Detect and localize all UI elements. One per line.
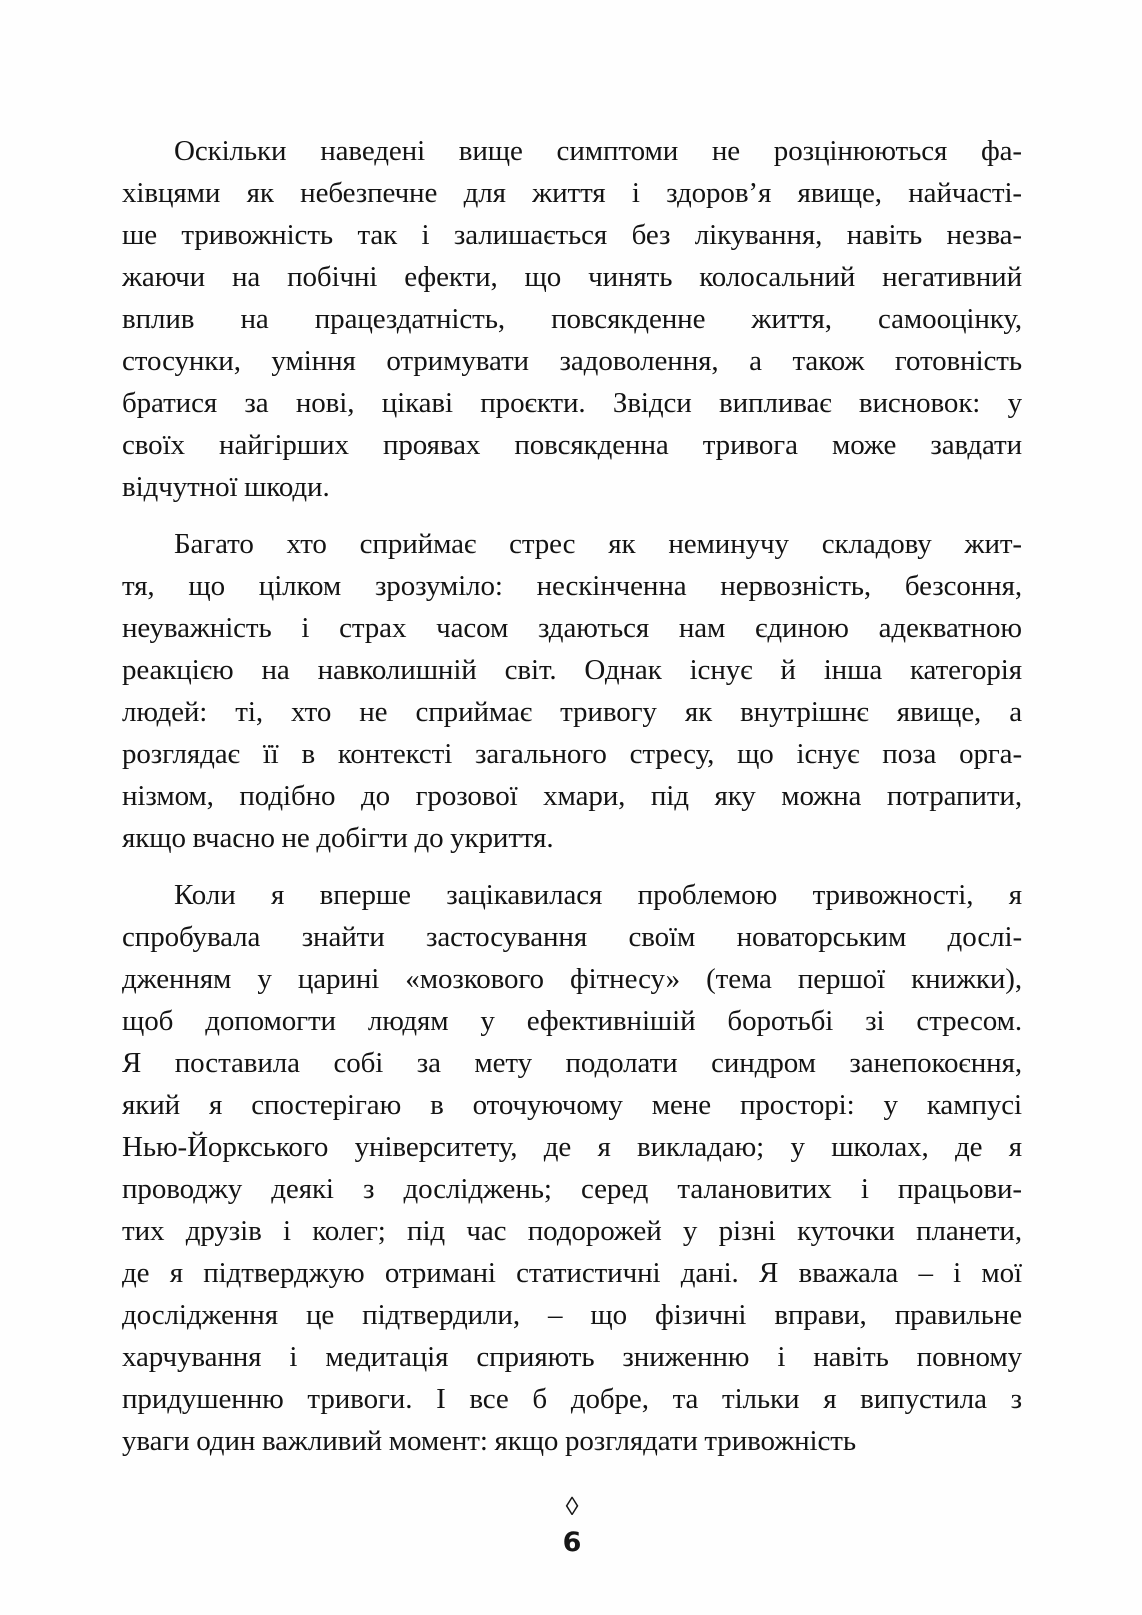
text-line: Коли я вперше зацікавилася проблемою тривожності, я [174, 879, 1022, 911]
lozenge-ornament: ◊ [565, 1492, 579, 1521]
text-line: проводжу деякі з досліджень; серед талановитих і працьови- [122, 1173, 1022, 1205]
text-line: уваги один важливий момент: якщо розглядати тривожність [122, 1425, 856, 1457]
paragraph [122, 130, 1022, 508]
text-line: Нью-Йоркського університету, де я викладаю; у школах, де я [122, 1131, 1022, 1163]
text-line: який я спостерігаю в оточуючому мене просторі: у кампусі [122, 1089, 1022, 1121]
text-line: придушенню тривоги. І все б добре, та тільки я випустила з [122, 1383, 1022, 1415]
text-line: Оскільки наведені вище симптоми не розцінюються фа- [174, 135, 1022, 167]
text-line: вплив на працездатність, повсякденне життя, самооцінку, [122, 303, 1022, 335]
text-line: людей: ті, хто не сприймає тривогу як внутрішнє явище, а [122, 696, 1022, 728]
paragraph [122, 523, 1022, 859]
text-line: ше тривожність так і залишається без лікування, навіть незва- [122, 219, 1022, 251]
text-line: де я підтверджую отримані статистичні дані. Я вважала – і мої [122, 1257, 1022, 1289]
text-line: своїх найгірших проявах повсякденна тривога може завдати [122, 429, 1022, 461]
text-line: харчування і медитація сприяють зниженню і навіть повному [122, 1341, 1022, 1373]
text-line: братися за нові, цікаві проєкти. Звідси випливає висновок: у [122, 387, 1022, 419]
text-line: тя, що цілком зрозуміло: нескінченна нервозність, безсоння, [122, 570, 1022, 602]
page-number: 6 [562, 1527, 582, 1558]
text-line: жаючи на побічні ефекти, що чинять колосальний негативний [122, 261, 1022, 293]
text-line: розглядає її в контексті загального стресу, що існує поза орга- [122, 738, 1022, 770]
text-line: нізмом, подібно до грозової хмари, під яку можна потрапити, [122, 780, 1022, 812]
text-line: щоб допомогти людям у ефективнішій боротьбі зі стресом. [122, 1005, 1022, 1037]
text-line: дженням у царині «мозкового фітнесу» (тема першої книжки), [122, 963, 1022, 995]
text-line: неуважність і страх часом здаються нам єдиною адекватною [122, 612, 1022, 644]
text-line: якщо вчасно не добігти до укриття. [122, 822, 554, 854]
text-line: спробувала знайти застосування своїм новаторським дослі- [122, 921, 1022, 953]
paragraph [122, 874, 1022, 1462]
page-footer [122, 1492, 1022, 1560]
text-line: тих друзів і колег; під час подорожей у різні куточки планети, [122, 1215, 1022, 1247]
text-line: відчутної шкоди. [122, 471, 330, 503]
text-line: хівцями як небезпечне для життя і здоров’я явище, найчасті- [122, 177, 1022, 209]
text-line: реакцією на навколишній світ. Однак існує й інша категорія [122, 654, 1022, 686]
text-line: стосунки, уміння отримувати задоволення, а також готовність [122, 345, 1022, 377]
text-line: Я поставила собі за мету подолати синдром занепокоєння, [122, 1047, 1022, 1079]
text-line: дослідження це підтвердили, – що фізичні вправи, правильне [122, 1299, 1022, 1331]
text-line: Багато хто сприймає стрес як неминучу складову жит- [174, 528, 1022, 560]
